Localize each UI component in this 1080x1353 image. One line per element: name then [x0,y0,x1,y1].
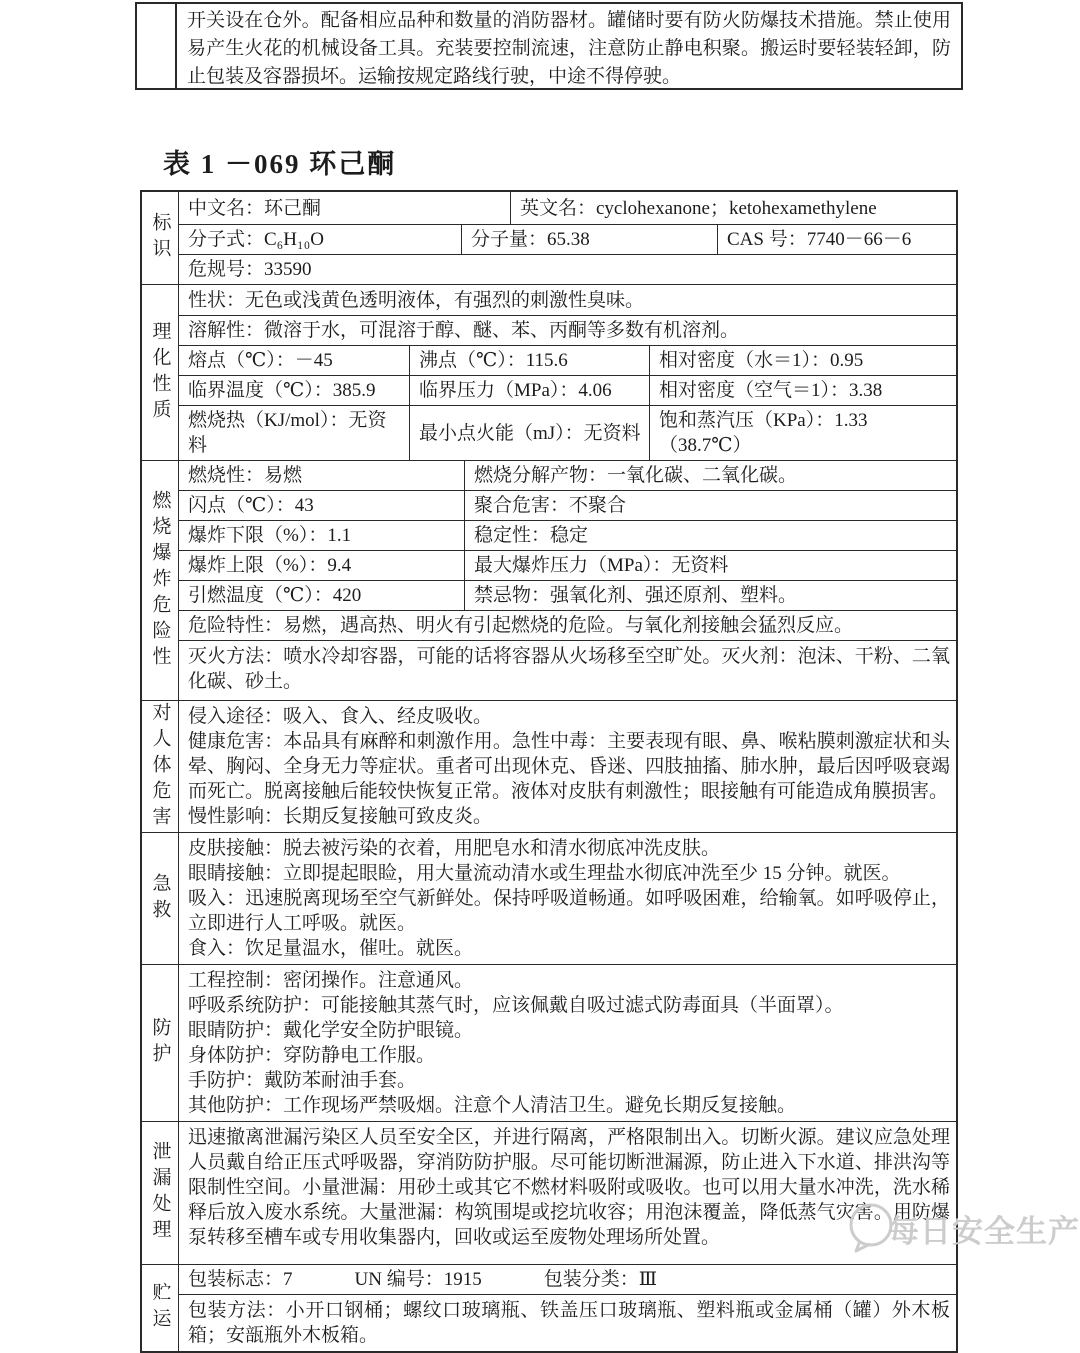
line-chronic-effect: 慢性影响：长期反复接触可致皮炎。 [188,806,493,827]
section-human-hazard [142,700,956,832]
section-leak-handling [142,1121,956,1264]
msds-table [140,190,958,1353]
line-eye-contact: 眼睛接触：立即提起眼睑，用大量流动清水或生理盐水彻底冲洗至少 15 分钟。就医。 [188,863,901,884]
cell-flash-point: 闪点（℃）：43 [188,495,314,516]
cell-appearance: 性状：无色或浅黄色透明液体，有强烈的刺激性臭味。 [188,289,645,311]
cell-mol-weight: 分子量：65.38 [461,225,717,254]
cell-ignition-temperature: 引燃温度（℃）：420 [188,585,362,606]
section-header-first-aid: 急救 [149,872,171,925]
table-row [179,375,956,405]
line-eye-protection: 眼睛防护：戴化学安全防护眼镜。 [188,1020,474,1041]
line-engineering-control: 工程控制：密闭操作。注意通风。 [188,970,474,991]
cell-boiling-point: 沸点（℃）：115.6 [409,346,649,375]
cell-pack-method: 包装方法：小开口钢桶；螺纹口玻璃瓶、铁盖压口玻璃瓶、塑料瓶或金属桶（罐）外木板箱；安瓿瓶外木板箱。 [179,1294,956,1351]
line-other-protection: 其他防护：工作现场严禁吸烟。注意个人清洁卫生。避免长期反复接触。 [188,1095,797,1116]
section-header-physical-chemical: 理化性质 [149,320,171,425]
section-header-human-hazard: 对人体危害 [149,701,171,832]
cell-flammability: 燃烧性：易燃 [188,465,303,486]
cell-en-name: 英文名：cyclohexanone；ketohexamethylene [510,192,956,224]
line-hand-protection: 手防护：戴防苯耐油手套。 [188,1070,417,1091]
line-invasion-route: 侵入途径：吸入、食入、经皮吸收。 [188,706,493,727]
cell-melting-point: 熔点（℃）：－45 [188,350,333,371]
leak-handling-text: 迅速撤离泄漏污染区人员至安全区，并进行隔离，严格限制出入。切断火源。建议应急处理人员戴自给正压式呼吸器，穿消防防护服。尽可能切断泄漏源，防止进入下水道、排洪沟等限制性空间。小量泄漏：用砂土或其它不燃材料吸附或吸收。也可以用大量水冲洗，洗水稀释后放入废水系统。大量泄漏：构筑围堤或挖坑收容；用泡沫覆盖，降低蒸气灾害。用防爆泵转移至槽车或专用收集器内，回收或运至废物处理场所处置。 [188,1127,950,1248]
line-health-hazard: 健康危害：本品具有麻醉和刺激作用。急性中毒：主要表现有眼、鼻、喉粘膜刺激症状和头晕、胸闷、全身无力等症状。重者可出现休克、昏迷、四肢抽搐、肺水肿，最后因呼吸衰竭而死亡。脱离接触后能较快恢复正常。液体对皮肤有刺激性；眼接触有可能造成角膜损害。 [188,731,950,802]
cell-cn-name: 中文名：环己酮 [188,197,322,219]
previous-table-text: 开关设在仓外。配备相应品种和数量的消防器材。罐储时要有防火防爆技术措施。禁止使用易产生火花的机械设备工具。充装要控制流速，注意防止静电积聚。搬运时要轻装轻卸，防止包装及容器损坏。运输按规定路线行驶，中途不得停驶。 [187,10,951,87]
table-row [179,490,956,520]
table-row [179,192,956,224]
section-header-fire-explosion: 燃烧爆炸危险性 [149,489,171,672]
watermark-text: 每日安全生产 [888,1213,1080,1249]
cell-pack-class: 包装分类：Ⅲ [543,1269,658,1290]
section-physical-chemical [142,284,956,460]
cell-protection [179,965,956,1121]
table-row [179,345,956,375]
line-ingestion: 食入：饮足量温水，催吐。就医。 [188,938,474,959]
table-row [179,224,956,254]
table-row [179,520,956,550]
cell-formula: 分子式：C₆H₁₀O [188,229,324,250]
section-first-aid [142,832,956,964]
section-fire-explosion-hazard [142,460,956,700]
cell-combustion-products: 燃烧分解产物：一氧化碳、二氧化碳。 [464,461,956,490]
cell-hazard-characteristics: 危险特性：易燃，遇高热、明火有引起燃烧的危险。与氧化剂接触会猛烈反应。 [179,610,956,640]
cell-critical-temperature: 临界温度（℃）：385.9 [188,380,376,401]
section-header-identification: 标识 [149,212,171,264]
section-header-leak-handling: 泄漏处理 [149,1141,171,1245]
cell-relative-density-air: 相对密度（空气＝1）：3.38 [649,376,956,405]
line-body-protection: 身体防护：穿防静电工作服。 [188,1045,436,1066]
cell-explosion-upper-limit: 爆炸上限（%）：9.4 [188,555,352,576]
cell-cas: CAS 号：7740－66－6 [717,225,956,254]
cell-max-explosion-pressure: 最大爆炸压力（MPa）：无资料 [464,551,956,580]
cell-human-hazard [179,701,956,832]
page-title: 表 1 －069 环己酮 [163,149,397,179]
table-row [179,461,956,490]
cell-incompatibilities: 禁忌物：强氧化剂、强还原剂、塑料。 [464,581,956,610]
section-header-storage-transport: 贮运 [149,1282,171,1334]
cell-pack-mark: 包装标志：7 [188,1269,293,1290]
line-inhalation: 吸入：迅速脱离现场至空气新鲜处。保持呼吸道畅通。如呼吸困难，给输氧。如呼吸停止，立即进行人工呼吸。就医。 [188,888,950,934]
cell-first-aid [179,833,956,964]
previous-table-header-stub [137,4,177,88]
cell-min-ignition-energy: 最小点火能（mJ）：无资料 [409,406,649,460]
table-row [179,405,956,460]
cell-critical-pressure: 临界压力（MPa）：4.06 [409,376,649,405]
table-row [179,550,956,580]
cell-stability: 稳定性：稳定 [464,521,956,550]
cell-combustion-heat: 燃烧热（KJ/mol）：无资料 [188,410,387,456]
cell-polymerization-hazard: 聚合危害：不聚合 [464,491,956,520]
cell-explosion-lower-limit: 爆炸下限（%）：1.1 [188,525,352,546]
table-row [179,580,956,610]
table-row [179,1265,956,1294]
section-header-protection: 防护 [149,1017,171,1069]
cell-solubility: 溶解性：微溶于水，可混溶于醇、醚、苯、丙酮等多数有机溶剂。 [179,315,956,345]
section-protection [142,964,956,1121]
previous-table-fragment [135,2,963,90]
cell-relative-density-water: 相对密度（水＝1）：0.95 [649,346,956,375]
line-skin-contact: 皮肤接触：脱去被污染的衣着，用肥皂水和清水彻底冲洗皮肤。 [188,838,721,859]
cell-saturated-vapor-pressure: 饱和蒸汽压（KPa）：1.33（38.7℃） [649,406,956,460]
cell-leak-handling [179,1122,956,1264]
cell-un-number: UN 编号：1915 [354,1269,482,1290]
section-storage-transport [142,1264,956,1351]
section-identification [142,192,956,284]
cell-fire-fighting: 灭火方法：喷水冷却容器，可能的话将容器从火场移至空旷处。灭火剂：泡沫、干粉、二氧化碳、砂土。 [179,640,956,700]
cell-danger-no: 危规号：33590 [179,254,956,284]
line-respiratory-protection: 呼吸系统防护：可能接触其蒸气时，应该佩戴自吸过滤式防毒面具（半面罩）。 [188,995,844,1016]
